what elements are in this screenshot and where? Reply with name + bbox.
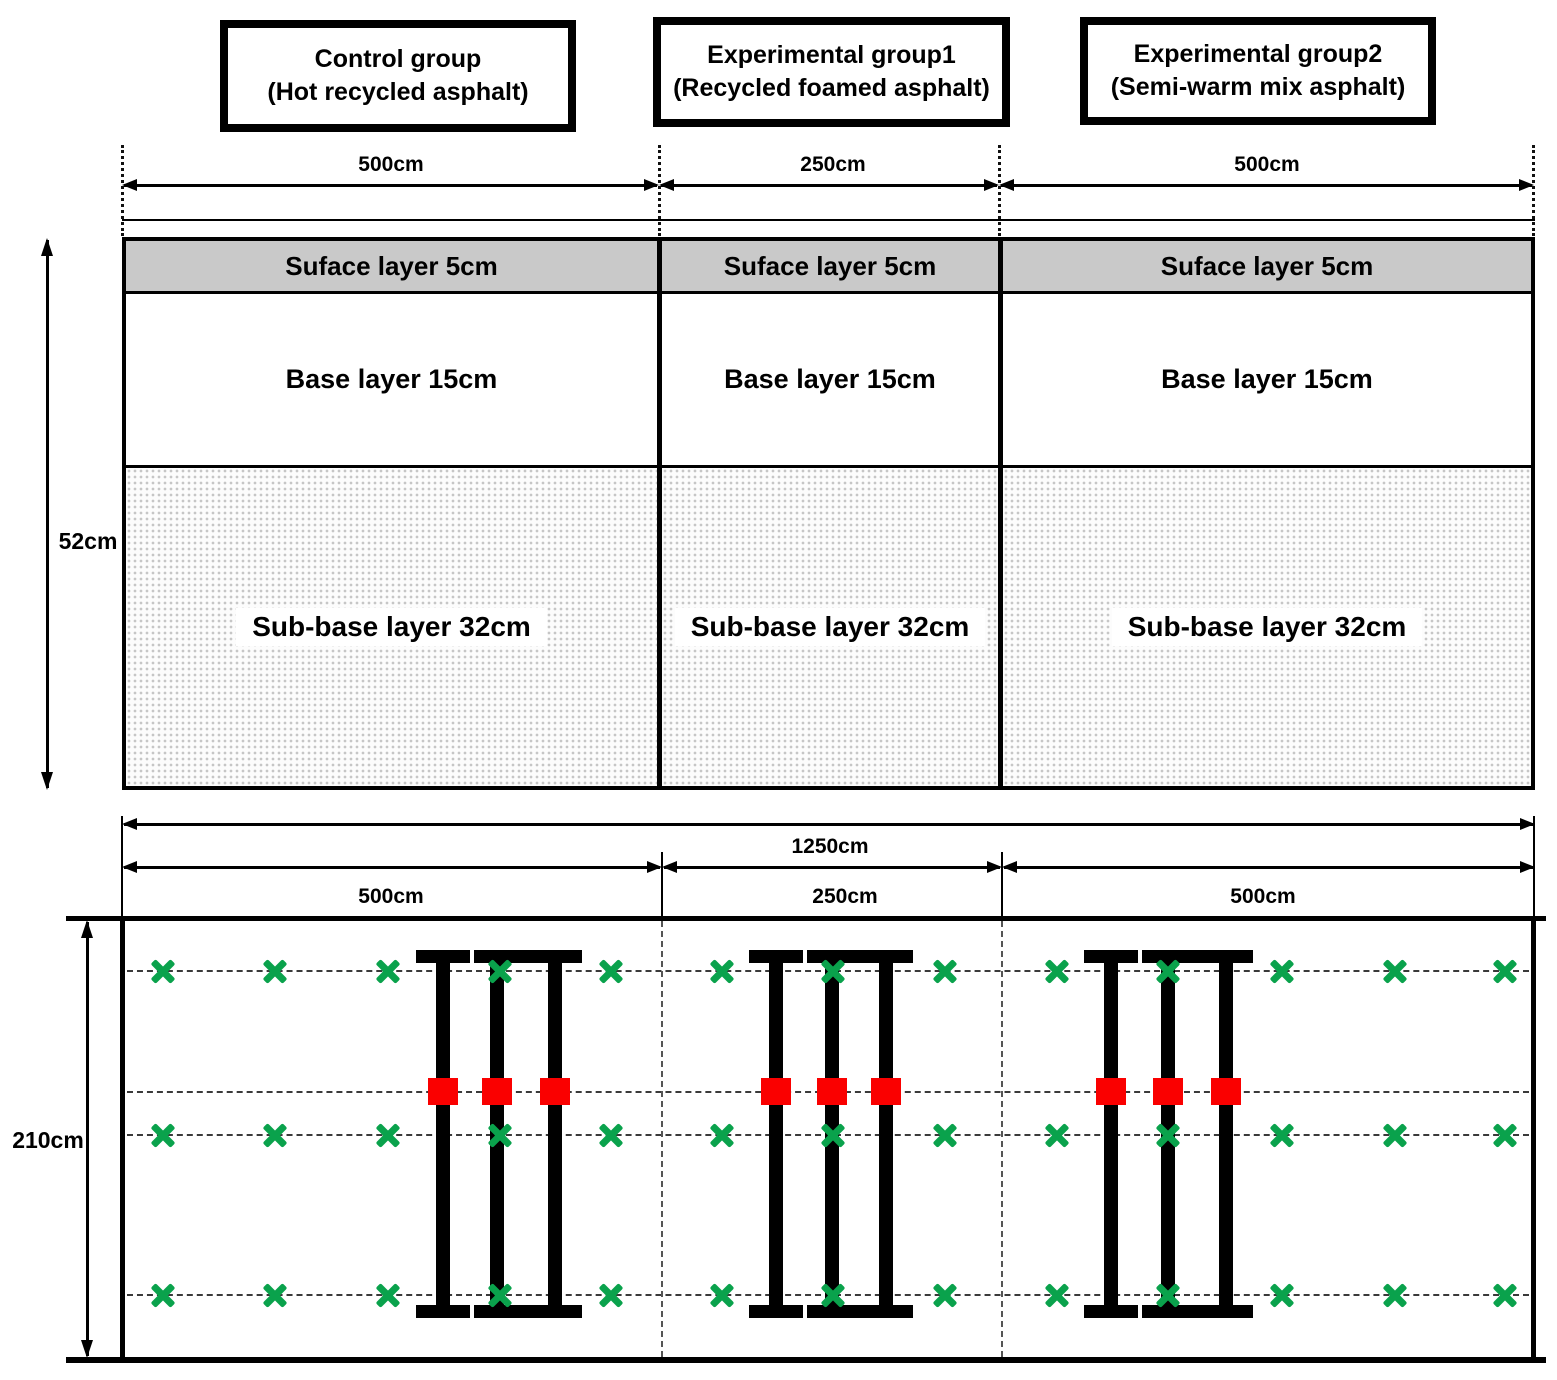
measurement-x-icon [262, 958, 288, 984]
measurement-x-icon [150, 1282, 176, 1308]
title-line2: (Recycled foamed asphalt) [673, 74, 990, 102]
measurement-x-icon [1155, 958, 1181, 984]
pressure-gauge-icon [817, 1078, 847, 1105]
measurement-x-icon [262, 1282, 288, 1308]
pressure-gauge-icon [761, 1078, 791, 1105]
cross-height-label: 52cm [58, 528, 118, 554]
measurement-x-icon [709, 958, 735, 984]
sensor-frame-bar [1104, 951, 1118, 1318]
surface-layer-control: Suface layer 5cm [126, 241, 662, 294]
measurement-x-icon [1382, 958, 1408, 984]
base-layer-group1: Base layer 15cm [662, 294, 1003, 468]
measurement-x-icon [1492, 1282, 1518, 1308]
measurement-x-icon [1044, 1122, 1070, 1148]
section-boundary-dashed-line [1001, 921, 1003, 1357]
title-line1: Control group [314, 45, 482, 73]
measurement-x-icon [1044, 958, 1070, 984]
measurement-x-icon [709, 1282, 735, 1308]
plan-total-width-label: 1250cm [791, 835, 869, 858]
measurement-x-icon [1492, 1122, 1518, 1148]
measurement-x-icon [598, 1122, 624, 1148]
sensor-frame-bar [436, 951, 450, 1318]
cross-width-label-1: 500cm [358, 153, 424, 176]
pressure-gauge-icon [1211, 1078, 1241, 1105]
pressure-gauge-icon [1096, 1078, 1126, 1105]
plan-width-label-3: 500cm [1230, 885, 1296, 908]
measurement-x-icon [820, 958, 846, 984]
plan-width-label-1: 500cm [358, 885, 424, 908]
sensor-frame-bar [879, 951, 893, 1318]
cross-width-label-3: 500cm [1234, 153, 1300, 176]
measurement-x-icon [487, 958, 513, 984]
plan-height-label: 210cm [12, 1127, 84, 1153]
measurement-x-icon [932, 1282, 958, 1308]
surface-layer-group1: Suface layer 5cm [662, 241, 1003, 294]
measurement-x-icon [1269, 1282, 1295, 1308]
measurement-x-icon [932, 1122, 958, 1148]
pressure-gauge-icon [1153, 1078, 1183, 1105]
sensor-frame-bar [1219, 951, 1233, 1318]
plan-width-label-2: 250cm [812, 885, 878, 908]
pressure-gauge-icon [871, 1078, 901, 1105]
measurement-x-icon [1155, 1122, 1181, 1148]
base-layer-control: Base layer 15cm [126, 294, 662, 468]
measurement-x-icon [150, 1122, 176, 1148]
subbase-label: Sub-base layer 32cm [236, 608, 547, 646]
measurement-x-icon [598, 1282, 624, 1308]
title-line2: (Hot recycled asphalt) [267, 78, 529, 106]
sensor-frame-bar [548, 951, 562, 1318]
measurement-x-icon [1382, 1122, 1408, 1148]
pressure-gauge-icon [428, 1078, 458, 1105]
measurement-x-icon [1155, 1282, 1181, 1308]
cross-width-label-2: 250cm [800, 153, 866, 176]
measurement-x-icon [1492, 958, 1518, 984]
surface-layer-group2: Suface layer 5cm [1003, 241, 1531, 294]
measurement-x-icon [487, 1282, 513, 1308]
title-line1: Experimental group1 [707, 41, 956, 69]
measurement-x-icon [820, 1122, 846, 1148]
measurement-x-icon [1269, 958, 1295, 984]
measurement-x-icon [375, 958, 401, 984]
subbase-label: Sub-base layer 32cm [675, 608, 986, 646]
pressure-gauge-icon [540, 1078, 570, 1105]
measurement-x-icon [1044, 1282, 1070, 1308]
measurement-x-icon [375, 1282, 401, 1308]
measurement-x-icon [487, 1122, 513, 1148]
measurement-x-icon [709, 1122, 735, 1148]
measurement-x-icon [262, 1122, 288, 1148]
pressure-gauge-icon [482, 1078, 512, 1105]
measurement-x-icon [1382, 1282, 1408, 1308]
subbase-label: Sub-base layer 32cm [1112, 608, 1423, 646]
measurement-x-icon [820, 1282, 846, 1308]
measurement-x-icon [598, 958, 624, 984]
measurement-x-icon [932, 958, 958, 984]
title-line1: Experimental group2 [1133, 40, 1383, 68]
measurement-x-icon [150, 958, 176, 984]
sensor-frame-bar [769, 951, 783, 1318]
measurement-x-icon [1269, 1122, 1295, 1148]
title-line2: (Semi-warm mix asphalt) [1110, 73, 1406, 101]
section-boundary-dashed-line [661, 921, 663, 1357]
measurement-x-icon [375, 1122, 401, 1148]
base-layer-group2: Base layer 15cm [1003, 294, 1531, 468]
